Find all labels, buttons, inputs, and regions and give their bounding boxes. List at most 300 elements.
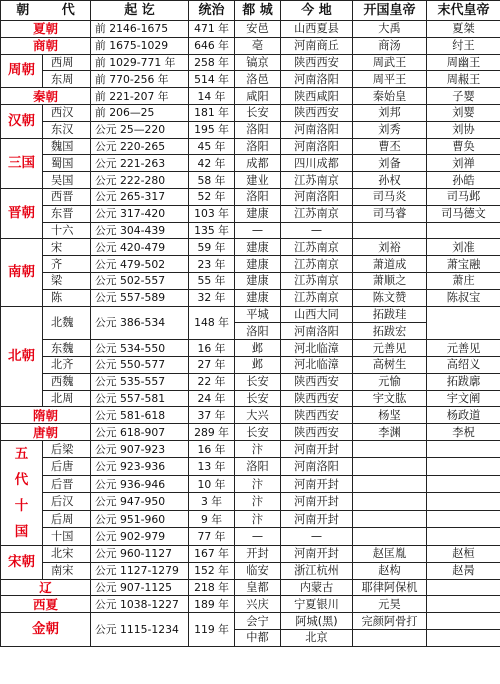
sub-dynasty: 东晋 — [43, 205, 91, 222]
years-cell: 181 年 — [189, 104, 235, 121]
sub-dynasty: 西魏 — [43, 373, 91, 390]
sub-dynasty: 后汉 — [43, 493, 91, 511]
last-emperor-cell: 赵桓 — [427, 545, 500, 562]
years-cell: 23 年 — [189, 256, 235, 273]
years-cell: 152 年 — [189, 562, 235, 579]
founder-cell: 拓跋珪 — [353, 306, 427, 323]
sub-dynasty: 陈 — [43, 289, 91, 306]
founder-cell: 拓跋宏 — [353, 323, 427, 340]
table-row — [1, 37, 500, 54]
table-row — [1, 272, 500, 289]
today-cell: 陕西西安 — [281, 407, 353, 424]
period-cell: 公元 25—220 — [91, 121, 189, 138]
years-cell: 58 年 — [189, 172, 235, 189]
period-cell: 前 221-207 年 — [91, 88, 189, 105]
last-emperor-cell — [427, 440, 500, 458]
years-cell: 55 年 — [189, 272, 235, 289]
years-cell: 59 年 — [189, 239, 235, 256]
period-cell: 公元 902-979 — [91, 528, 189, 546]
years-cell: 289 年 — [189, 424, 235, 441]
sub-dynasty: 梁 — [43, 272, 91, 289]
last-emperor-cell: 刘准 — [427, 239, 500, 256]
table-row — [1, 528, 500, 546]
table-row — [1, 239, 500, 256]
founder-cell: 宇文肱 — [353, 390, 427, 407]
table-row — [1, 356, 500, 373]
dynasty-name: 夏朝 — [1, 21, 91, 38]
table-row — [1, 440, 500, 458]
capital-cell: 洛阳 — [235, 323, 281, 340]
header-capital: 都 城 — [235, 1, 281, 21]
header-row — [1, 1, 500, 21]
sub-dynasty: 宋 — [43, 239, 91, 256]
today-cell: 江苏南京 — [281, 239, 353, 256]
sub-dynasty: 十六 — [43, 222, 91, 239]
table-row — [1, 188, 500, 205]
founder-cell: 大禹 — [353, 21, 427, 38]
today-cell: 河南洛阳 — [281, 188, 353, 205]
period-cell: 公元 304-439 — [91, 222, 189, 239]
period-cell: 公元 907-1125 — [91, 579, 189, 596]
dynasty-name: 秦朝 — [1, 88, 91, 105]
years-cell: 14 年 — [189, 88, 235, 105]
founder-cell: 周平王 — [353, 71, 427, 88]
period-cell: 公元 936-946 — [91, 475, 189, 493]
table-row — [1, 562, 500, 579]
years-cell: 32 年 — [189, 289, 235, 306]
capital-cell: 长安 — [235, 424, 281, 441]
table-row — [1, 21, 500, 38]
table-row — [1, 475, 500, 493]
capital-cell: 兴庆 — [235, 596, 281, 613]
table-row — [1, 424, 500, 441]
founder-cell: 杨坚 — [353, 407, 427, 424]
sub-dynasty: 东魏 — [43, 340, 91, 357]
today-cell: 河北临漳 — [281, 340, 353, 357]
capital-cell: 会宁 — [235, 613, 281, 630]
capital-cell: 邺 — [235, 356, 281, 373]
capital-cell: 建康 — [235, 289, 281, 306]
dynasty-name-text: 五代十国 — [14, 445, 29, 540]
period-cell: 公元 1115-1234 — [91, 613, 189, 647]
sub-dynasty: 后梁 — [43, 440, 91, 458]
period-cell: 公元 618-907 — [91, 424, 189, 441]
last-emperor-cell: 萧庄 — [427, 272, 500, 289]
years-cell: 167 年 — [189, 545, 235, 562]
years-cell: 24 年 — [189, 390, 235, 407]
today-cell: 河南洛阳 — [281, 71, 353, 88]
period-cell: 前 770-256 年 — [91, 71, 189, 88]
sub-dynasty: 东汉 — [43, 121, 91, 138]
founder-cell: 刘邦 — [353, 104, 427, 121]
capital-cell: 大兴 — [235, 407, 281, 424]
capital-cell: 安邑 — [235, 21, 281, 38]
table-row — [1, 104, 500, 121]
capital-cell: 镐京 — [235, 54, 281, 71]
founder-cell: 商汤 — [353, 37, 427, 54]
header-founder: 开国皇帝 — [353, 1, 427, 21]
founder-cell: 耶律阿保机 — [353, 579, 427, 596]
today-cell: 陕西西安 — [281, 390, 353, 407]
years-cell: 119 年 — [189, 613, 235, 647]
years-cell: 16 年 — [189, 440, 235, 458]
table-row — [1, 340, 500, 357]
capital-cell: 长安 — [235, 373, 281, 390]
table-row — [1, 579, 500, 596]
sub-dynasty: 齐 — [43, 256, 91, 273]
last-emperor-cell: 刘婴 — [427, 104, 500, 121]
capital-cell: 建康 — [235, 239, 281, 256]
founder-cell: 完颜阿骨打 — [353, 613, 427, 630]
years-cell: 77 年 — [189, 528, 235, 546]
last-emperor-cell — [427, 458, 500, 476]
period-cell: 前 1029-771 年 — [91, 54, 189, 71]
last-emperor-cell: 孙皓 — [427, 172, 500, 189]
sub-dynasty: 东周 — [43, 71, 91, 88]
last-emperor-cell — [427, 596, 500, 613]
table-row — [1, 222, 500, 239]
today-cell: 河南洛阳 — [281, 458, 353, 476]
today-cell: 山西大同 — [281, 306, 353, 323]
years-cell: 45 年 — [189, 138, 235, 155]
table-row — [1, 205, 500, 222]
founder-cell: 赵匡胤 — [353, 545, 427, 562]
table-row — [1, 121, 500, 138]
today-cell: 河南开封 — [281, 440, 353, 458]
period-cell: 公元 535-557 — [91, 373, 189, 390]
period-cell: 公元 907-923 — [91, 440, 189, 458]
years-cell: 13 年 — [189, 458, 235, 476]
last-emperor-cell — [427, 528, 500, 546]
header-dynasty: 朝 代 — [1, 1, 91, 21]
founder-cell — [353, 629, 427, 646]
last-emperor-cell — [427, 493, 500, 511]
table-row — [1, 613, 500, 630]
capital-cell: 建业 — [235, 172, 281, 189]
years-cell: 10 年 — [189, 475, 235, 493]
period-cell: 公元 220-265 — [91, 138, 189, 155]
last-emperor-cell — [427, 613, 500, 630]
last-emperor-cell: 夏桀 — [427, 21, 500, 38]
today-cell: 陕西西安 — [281, 54, 353, 71]
table-row — [1, 493, 500, 511]
today-cell: 河南开封 — [281, 493, 353, 511]
dynasty-name: 周朝 — [1, 54, 43, 88]
table-row — [1, 71, 500, 88]
last-emperor-cell: 赵昺 — [427, 562, 500, 579]
sub-dynasty: 南宋 — [43, 562, 91, 579]
today-cell: 河南洛阳 — [281, 121, 353, 138]
founder-cell: 刘秀 — [353, 121, 427, 138]
capital-cell: 汴 — [235, 475, 281, 493]
founder-cell: 周武王 — [353, 54, 427, 71]
dynasty-name: 汉朝 — [1, 104, 43, 138]
capital-cell: 中都 — [235, 629, 281, 646]
capital-cell: 咸阳 — [235, 88, 281, 105]
today-cell: 阿城(黑) — [281, 613, 353, 630]
dynasty-name: 辽 — [1, 579, 91, 596]
years-cell: 52 年 — [189, 188, 235, 205]
sub-dynasty: 后唐 — [43, 458, 91, 476]
period-cell: 公元 502-557 — [91, 272, 189, 289]
founder-cell: 陈文赞 — [353, 289, 427, 306]
table-row — [1, 172, 500, 189]
table-row — [1, 458, 500, 476]
sub-dynasty: 北宋 — [43, 545, 91, 562]
last-emperor-cell: 陈叔宝 — [427, 289, 500, 306]
today-cell: 山西夏县 — [281, 21, 353, 38]
years-cell: 189 年 — [189, 596, 235, 613]
capital-cell: 长安 — [235, 390, 281, 407]
founder-cell — [353, 510, 427, 528]
today-cell: 四川成都 — [281, 155, 353, 172]
years-cell: 37 年 — [189, 407, 235, 424]
dynasty-name: 晋朝 — [1, 188, 43, 238]
last-emperor-cell — [427, 510, 500, 528]
period-cell: 公元 947-950 — [91, 493, 189, 511]
dynasty-name: 金朝 — [1, 613, 91, 647]
years-cell: 22 年 — [189, 373, 235, 390]
founder-cell: 孙权 — [353, 172, 427, 189]
last-emperor-cell: 拓跋廓 — [427, 373, 500, 390]
founder-cell: 元愉 — [353, 373, 427, 390]
table-row — [1, 373, 500, 390]
table-row — [1, 155, 500, 172]
sub-dynasty: 后晋 — [43, 475, 91, 493]
sub-dynasty: 北魏 — [43, 306, 91, 340]
capital-cell: 洛阳 — [235, 138, 281, 155]
last-emperor-cell — [427, 629, 500, 646]
last-emperor-cell: 元善见 — [427, 340, 500, 357]
capital-cell: 开封 — [235, 545, 281, 562]
period-cell: 前 206—25 — [91, 104, 189, 121]
last-emperor-cell: 曹奂 — [427, 138, 500, 155]
today-cell: 江苏南京 — [281, 272, 353, 289]
founder-cell: 司马炎 — [353, 188, 427, 205]
period-cell: 公元 386-534 — [91, 306, 189, 340]
founder-cell: 刘备 — [353, 155, 427, 172]
sub-dynasty: 后周 — [43, 510, 91, 528]
today-cell: 陕西咸阳 — [281, 88, 353, 105]
capital-cell: 建康 — [235, 205, 281, 222]
dynasty-name: 宋朝 — [1, 545, 43, 579]
today-cell: 北京 — [281, 629, 353, 646]
dynasty-name: 隋朝 — [1, 407, 91, 424]
period-cell: 公元 534-550 — [91, 340, 189, 357]
table-row — [1, 289, 500, 306]
founder-cell: 秦始皇 — [353, 88, 427, 105]
capital-cell: — — [235, 222, 281, 239]
founder-cell — [353, 440, 427, 458]
last-emperor-cell: 周幽王 — [427, 54, 500, 71]
table-body — [1, 21, 500, 647]
sub-dynasty: 十国 — [43, 528, 91, 546]
years-cell: 646 年 — [189, 37, 235, 54]
capital-cell: 汴 — [235, 510, 281, 528]
capital-cell: 洛邑 — [235, 71, 281, 88]
period-cell: 公元 1038-1227 — [91, 596, 189, 613]
today-cell: 河南洛阳 — [281, 138, 353, 155]
founder-cell — [353, 493, 427, 511]
capital-cell: — — [235, 528, 281, 546]
founder-cell — [353, 475, 427, 493]
capital-cell: 邺 — [235, 340, 281, 357]
header-period: 起 讫 — [91, 1, 189, 21]
founder-cell: 刘裕 — [353, 239, 427, 256]
capital-cell: 洛阳 — [235, 458, 281, 476]
period-cell: 公元 222-280 — [91, 172, 189, 189]
last-emperor-cell: 刘禅 — [427, 155, 500, 172]
capital-cell: 建康 — [235, 256, 281, 273]
capital-cell: 长安 — [235, 104, 281, 121]
today-cell: 宁夏银川 — [281, 596, 353, 613]
table-row — [1, 510, 500, 528]
table-row — [1, 390, 500, 407]
capital-cell: 成都 — [235, 155, 281, 172]
founder-cell — [353, 222, 427, 239]
founder-cell: 曹丕 — [353, 138, 427, 155]
years-cell: 135 年 — [189, 222, 235, 239]
years-cell: 16 年 — [189, 340, 235, 357]
today-cell: 江苏南京 — [281, 205, 353, 222]
last-emperor-cell: 司马德文 — [427, 205, 500, 222]
sub-dynasty: 蜀国 — [43, 155, 91, 172]
founder-cell: 李渊 — [353, 424, 427, 441]
today-cell: 陕西西安 — [281, 424, 353, 441]
years-cell: 103 年 — [189, 205, 235, 222]
years-cell: 218 年 — [189, 579, 235, 596]
dynasty-name: 西夏 — [1, 596, 91, 613]
founder-cell — [353, 528, 427, 546]
table-row — [1, 596, 500, 613]
dynasty-name: 唐朝 — [1, 424, 91, 441]
years-cell: 148 年 — [189, 306, 235, 340]
dynasty-name: 北朝 — [1, 306, 43, 407]
table-row — [1, 138, 500, 155]
table-row — [1, 54, 500, 71]
today-cell: 内蒙古 — [281, 579, 353, 596]
today-cell: 河南洛阳 — [281, 323, 353, 340]
founder-cell: 高树生 — [353, 356, 427, 373]
period-cell: 公元 581-618 — [91, 407, 189, 424]
last-emperor-cell — [427, 306, 500, 340]
founder-cell: 司马睿 — [353, 205, 427, 222]
table-row — [1, 256, 500, 273]
period-cell: 公元 265-317 — [91, 188, 189, 205]
last-emperor-cell: 李柷 — [427, 424, 500, 441]
sub-dynasty: 西晋 — [43, 188, 91, 205]
capital-cell: 汴 — [235, 440, 281, 458]
last-emperor-cell: 杨政道 — [427, 407, 500, 424]
period-cell: 前 2146-1675 — [91, 21, 189, 38]
today-cell: 浙江杭州 — [281, 562, 353, 579]
capital-cell: 皇都 — [235, 579, 281, 596]
founder-cell: 萧顺之 — [353, 272, 427, 289]
period-cell: 公元 557-589 — [91, 289, 189, 306]
years-cell: 514 年 — [189, 71, 235, 88]
capital-cell: 亳 — [235, 37, 281, 54]
period-cell: 公元 479-502 — [91, 256, 189, 273]
sub-dynasty: 西周 — [43, 54, 91, 71]
last-emperor-cell: 高绍义 — [427, 356, 500, 373]
capital-cell: 平城 — [235, 306, 281, 323]
table-row — [1, 306, 500, 323]
header-today: 今 地 — [281, 1, 353, 21]
today-cell: 河南开封 — [281, 545, 353, 562]
header-years: 统治 — [189, 1, 235, 21]
sub-dynasty: 西汉 — [43, 104, 91, 121]
dynasty-name: 商朝 — [1, 37, 91, 54]
today-cell: 陕西西安 — [281, 373, 353, 390]
dynasty-name: 南朝 — [1, 239, 43, 306]
sub-dynasty: 魏国 — [43, 138, 91, 155]
years-cell: 195 年 — [189, 121, 235, 138]
period-cell: 公元 951-960 — [91, 510, 189, 528]
capital-cell: 洛阳 — [235, 188, 281, 205]
years-cell: 9 年 — [189, 510, 235, 528]
period-cell: 公元 317-420 — [91, 205, 189, 222]
founder-cell: 元昊 — [353, 596, 427, 613]
today-cell: 河北临漳 — [281, 356, 353, 373]
period-cell: 公元 557-581 — [91, 390, 189, 407]
table-row — [1, 407, 500, 424]
period-cell: 公元 420-479 — [91, 239, 189, 256]
period-cell: 前 1675-1029 — [91, 37, 189, 54]
last-emperor-cell: 周赧王 — [427, 71, 500, 88]
last-emperor-cell: 子婴 — [427, 88, 500, 105]
capital-cell: 建康 — [235, 272, 281, 289]
last-emperor-cell — [427, 579, 500, 596]
sub-dynasty: 北齐 — [43, 356, 91, 373]
today-cell: 江苏南京 — [281, 172, 353, 189]
period-cell: 公元 221-263 — [91, 155, 189, 172]
years-cell: 27 年 — [189, 356, 235, 373]
period-cell: 公元 923-936 — [91, 458, 189, 476]
founder-cell — [353, 458, 427, 476]
today-cell: 江苏南京 — [281, 256, 353, 273]
capital-cell: 临安 — [235, 562, 281, 579]
table-row — [1, 545, 500, 562]
today-cell: — — [281, 528, 353, 546]
founder-cell: 萧道成 — [353, 256, 427, 273]
today-cell: 陕西西安 — [281, 104, 353, 121]
last-emperor-cell: 司马邺 — [427, 188, 500, 205]
last-emperor-cell: 萧宝融 — [427, 256, 500, 273]
period-cell: 公元 1127-1279 — [91, 562, 189, 579]
table-row — [1, 88, 500, 105]
years-cell: 258 年 — [189, 54, 235, 71]
header-last: 末代皇帝 — [427, 1, 500, 21]
today-cell: 河南商丘 — [281, 37, 353, 54]
founder-cell: 赵构 — [353, 562, 427, 579]
last-emperor-cell — [427, 475, 500, 493]
capital-cell: 洛阳 — [235, 121, 281, 138]
sub-dynasty: 北周 — [43, 390, 91, 407]
last-emperor-cell: 刘协 — [427, 121, 500, 138]
period-cell: 公元 960-1127 — [91, 545, 189, 562]
dynasty-name — [1, 440, 43, 545]
sub-dynasty: 吴国 — [43, 172, 91, 189]
years-cell: 42 年 — [189, 155, 235, 172]
capital-cell: 汴 — [235, 493, 281, 511]
last-emperor-cell: 宇文阐 — [427, 390, 500, 407]
period-cell: 公元 550-577 — [91, 356, 189, 373]
last-emperor-cell — [427, 222, 500, 239]
today-cell: — — [281, 222, 353, 239]
today-cell: 江苏南京 — [281, 289, 353, 306]
years-cell: 471 年 — [189, 21, 235, 38]
years-cell: 3 年 — [189, 493, 235, 511]
